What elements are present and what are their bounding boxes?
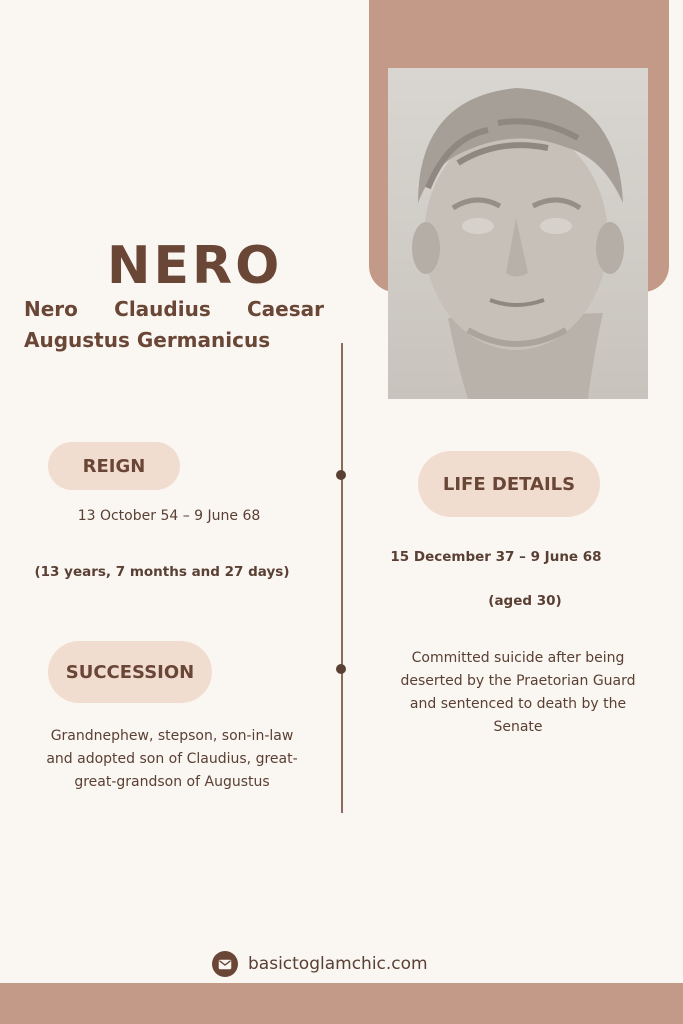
timeline-dot [336, 470, 346, 480]
full-name [24, 294, 324, 356]
life-details-label-pill [418, 451, 600, 517]
life-age: (aged 30) [488, 593, 562, 609]
reign-label-pill [48, 442, 180, 490]
succession-text: Grandnephew, stepson, son-in-law and adopted son of Claudius, great-great-grandson of Augustus [46, 728, 298, 790]
name-word: Caesar [246, 297, 324, 321]
succession-label: SUCCESSION [65, 661, 195, 683]
website-link[interactable]: basictoglamchic.com [248, 954, 428, 974]
death-description: Committed suicide after being deserted by the Praetorian Guard and sentenced to death by the Senate [400, 650, 636, 735]
page-title: NERO [107, 236, 283, 296]
footer-website[interactable] [212, 950, 428, 978]
timeline-dot [336, 664, 346, 674]
bust-portrait-icon [388, 68, 648, 399]
nero-bust-image [388, 68, 648, 399]
full-name-line1 [24, 294, 324, 325]
timeline-divider [341, 343, 343, 813]
life-details-label: LIFE DETAILS [442, 473, 576, 495]
life-dates: 15 December 37 – 9 June 68 [390, 549, 602, 565]
reign-dates: 13 October 54 – 9 June 68 [77, 508, 261, 524]
reign-label: REIGN [82, 455, 146, 477]
name-word: Claudius [114, 297, 211, 321]
footer-accent-bar [0, 983, 683, 1024]
succession-label-pill [48, 641, 212, 703]
name-word: Nero [24, 297, 78, 321]
mail-icon [212, 951, 238, 977]
reign-duration: (13 years, 7 months and 27 days) [34, 564, 290, 580]
full-name-line2: Augustus Germanicus [24, 328, 271, 352]
